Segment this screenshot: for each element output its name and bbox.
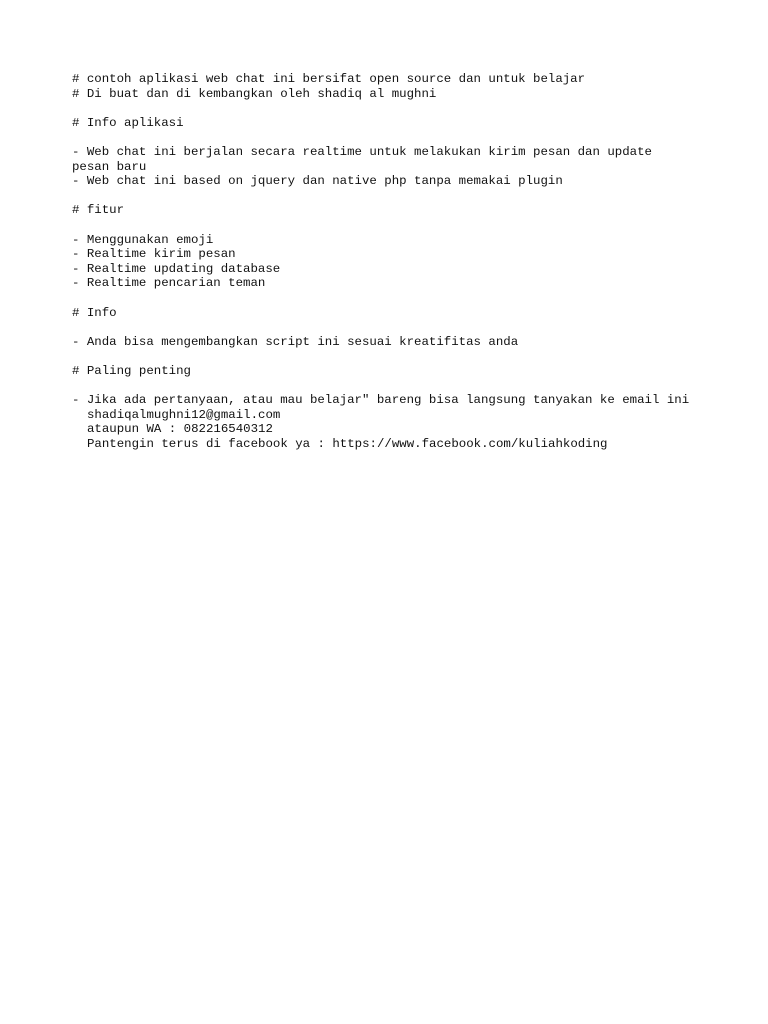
spacer — [72, 349, 712, 364]
section-heading-info: # Info — [72, 305, 117, 320]
paling-penting-first-line: - Jika ada pertanyaan, atau mau belajar" bareng bisa langsung tanyakan ke email ini — [72, 393, 690, 408]
fitur-item-1: - Menggunakan emoji — [72, 232, 214, 247]
section-heading-info-aplikasi: # Info aplikasi — [72, 115, 184, 130]
spacer — [72, 189, 712, 204]
intro-line-2: # Di buat dan di kembangkan oleh shadiq al mughni — [72, 86, 437, 101]
section-heading-fitur: # fitur — [72, 203, 125, 218]
spacer — [72, 130, 712, 145]
info-aplikasi-item-2: - Web chat ini based on jquery dan native php tanpa memakai plugin — [72, 174, 563, 189]
fitur-item-3: - Realtime updating database — [72, 261, 281, 276]
spacer — [72, 101, 712, 116]
fitur-item-2: - Realtime kirim pesan — [72, 247, 236, 262]
spacer — [72, 378, 712, 393]
spacer — [72, 291, 712, 306]
spacer — [72, 320, 712, 335]
info-aplikasi-item-1: - Web chat ini berjalan secara realtime untuk melakukan kirim pesan dan update — [72, 144, 652, 159]
info-item-1: - Anda bisa mengembangkan script ini sesuai kreatifitas anda — [72, 334, 519, 349]
contact-wa: ataupun WA : 082216540312 — [87, 422, 273, 437]
section-heading-paling-penting: # Paling penting — [72, 363, 191, 378]
contact-facebook: Pantengin terus di facebook ya : https://www.facebook.com/kuliahkoding — [87, 436, 608, 451]
document-page — [72, 72, 712, 451]
spacer — [72, 218, 712, 233]
contact-email: shadiqalmughni12@gmail.com — [87, 407, 281, 422]
intro-line-1: # contoh aplikasi web chat ini bersifat open source dan untuk belajar — [72, 72, 586, 86]
fitur-item-4: - Realtime pencarian teman — [72, 276, 266, 291]
info-aplikasi-item-1-wrap: pesan baru — [72, 159, 147, 174]
